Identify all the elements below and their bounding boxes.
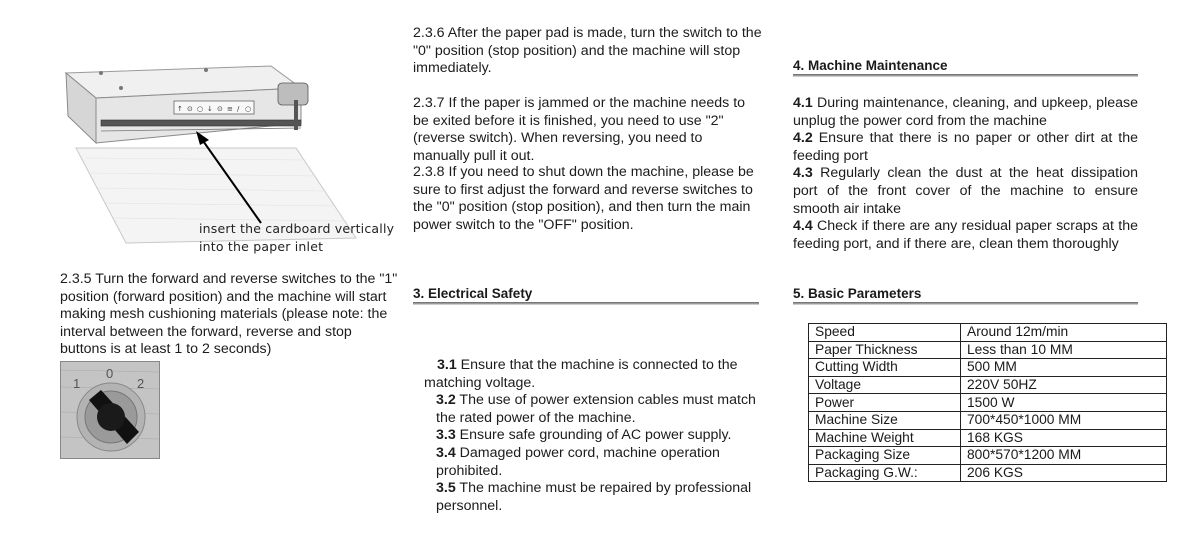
table-row	[809, 394, 1167, 412]
param-name: Machine Size	[809, 411, 961, 429]
param-value: 700*450*1000 MM	[961, 411, 1167, 429]
section-5-title: 5. Basic Parameters	[793, 286, 922, 301]
illustration-caption-line1: insert the cardboard vertically	[199, 221, 395, 236]
list-item: 3.3 Ensure safe grounding of AC power supply.	[436, 427, 732, 444]
rotary-switch-photo	[60, 361, 160, 459]
switch-label-0: 0	[106, 366, 114, 381]
svg-text:/: /	[237, 105, 240, 113]
list-item: 3.2 The use of power extension cables must match the rated power of the machine.	[436, 392, 756, 426]
step-2-3-5: 2.3.5 Turn the forward and reverse switches to the "1" position (forward position) and the machine will start making mesh cushioning materials (please note: the interval between the forward, reverse and stop buttons is at least 1 to 2 seconds)	[60, 271, 398, 358]
section-3-title: 3. Electrical Safety	[413, 286, 533, 301]
step-2-3-6: 2.3.6 After the paper pad is made, turn the switch to the "0" position (stop position) and the machine will stop immediately.	[413, 25, 762, 77]
table-row	[809, 324, 1167, 342]
svg-text:○: ○	[197, 105, 204, 113]
param-name: Voltage	[809, 376, 961, 394]
param-value: 500 MM	[961, 359, 1167, 377]
list-item: 4.1 During maintenance, cleaning, and upkeep, please unplug the power cord from the machine	[793, 95, 1138, 129]
svg-text:⊙: ⊙	[217, 105, 223, 113]
step-2-3-7: 2.3.7 If the paper is jammed or the machine needs to be exited before it is finished, you need to use "2" (reverse switch). When reversing, you need to manually pull it out.	[413, 95, 746, 164]
list-item: 3.5 The machine must be repaired by professional personnel.	[436, 480, 752, 514]
section-5-rule	[793, 302, 1138, 304]
maintenance-list	[793, 95, 1138, 253]
param-name: Paper Thickness	[809, 341, 961, 359]
list-item: 4.4 Check if there are any residual paper scraps at the feeding port, and if there are, clean them thoroughly	[793, 218, 1138, 252]
parameters-table	[808, 323, 1167, 482]
param-name: Cutting Width	[809, 359, 961, 377]
table-row	[809, 447, 1167, 465]
param-value: 800*570*1200 MM	[961, 447, 1167, 465]
param-value: 220V 50HZ	[961, 376, 1167, 394]
svg-text:≡: ≡	[227, 105, 233, 113]
section-4-rule	[793, 74, 1138, 76]
list-item: 4.2 Ensure that there is no paper or other dirt at the feeding port	[793, 130, 1138, 164]
switch-label-2: 2	[137, 376, 145, 391]
param-name: Packaging G.W.:	[809, 464, 961, 482]
section-4-title: 4. Machine Maintenance	[793, 58, 948, 73]
table-row	[809, 429, 1167, 447]
param-value: 206 KGS	[961, 464, 1167, 482]
param-value: Less than 10 MM	[961, 341, 1167, 359]
param-name: Packaging Size	[809, 447, 961, 465]
step-2-3-8: 2.3.8 If you need to shut down the machine, please be sure to first adjust the forward and reverse switches to the "0" position (stop position), and then turn the main power switch to the "OFF" position.	[413, 164, 754, 233]
table-row	[809, 464, 1167, 482]
list-item: 3.1 Ensure that the machine is connected to the matching voltage.	[424, 357, 738, 391]
param-name: Speed	[809, 324, 961, 342]
table-row	[809, 411, 1167, 429]
param-name: Machine Weight	[809, 429, 961, 447]
svg-text:↓: ↓	[207, 105, 213, 113]
electrical-safety-list	[424, 357, 764, 515]
list-item: 3.4 Damaged power cord, machine operation prohibited.	[436, 444, 720, 479]
section-3-rule	[413, 302, 759, 304]
table-row	[809, 341, 1167, 359]
list-item: 4.3 Regularly clean the dust at the heat dissipation port of the front cover of the machine to ensure smooth air intake	[793, 165, 1138, 217]
switch-label-1: 1	[73, 376, 81, 391]
svg-text:○: ○	[245, 105, 252, 113]
table-row	[809, 359, 1167, 377]
svg-text:↑: ↑	[177, 105, 183, 113]
table-row	[809, 376, 1167, 394]
param-value: 1500 W	[961, 394, 1167, 412]
param-value: 168 KGS	[961, 429, 1167, 447]
svg-text:⊙: ⊙	[187, 105, 193, 113]
illustration-caption-line2: into the paper inlet	[199, 239, 324, 254]
param-value: Around 12m/min	[961, 324, 1167, 342]
param-name: Power	[809, 394, 961, 412]
